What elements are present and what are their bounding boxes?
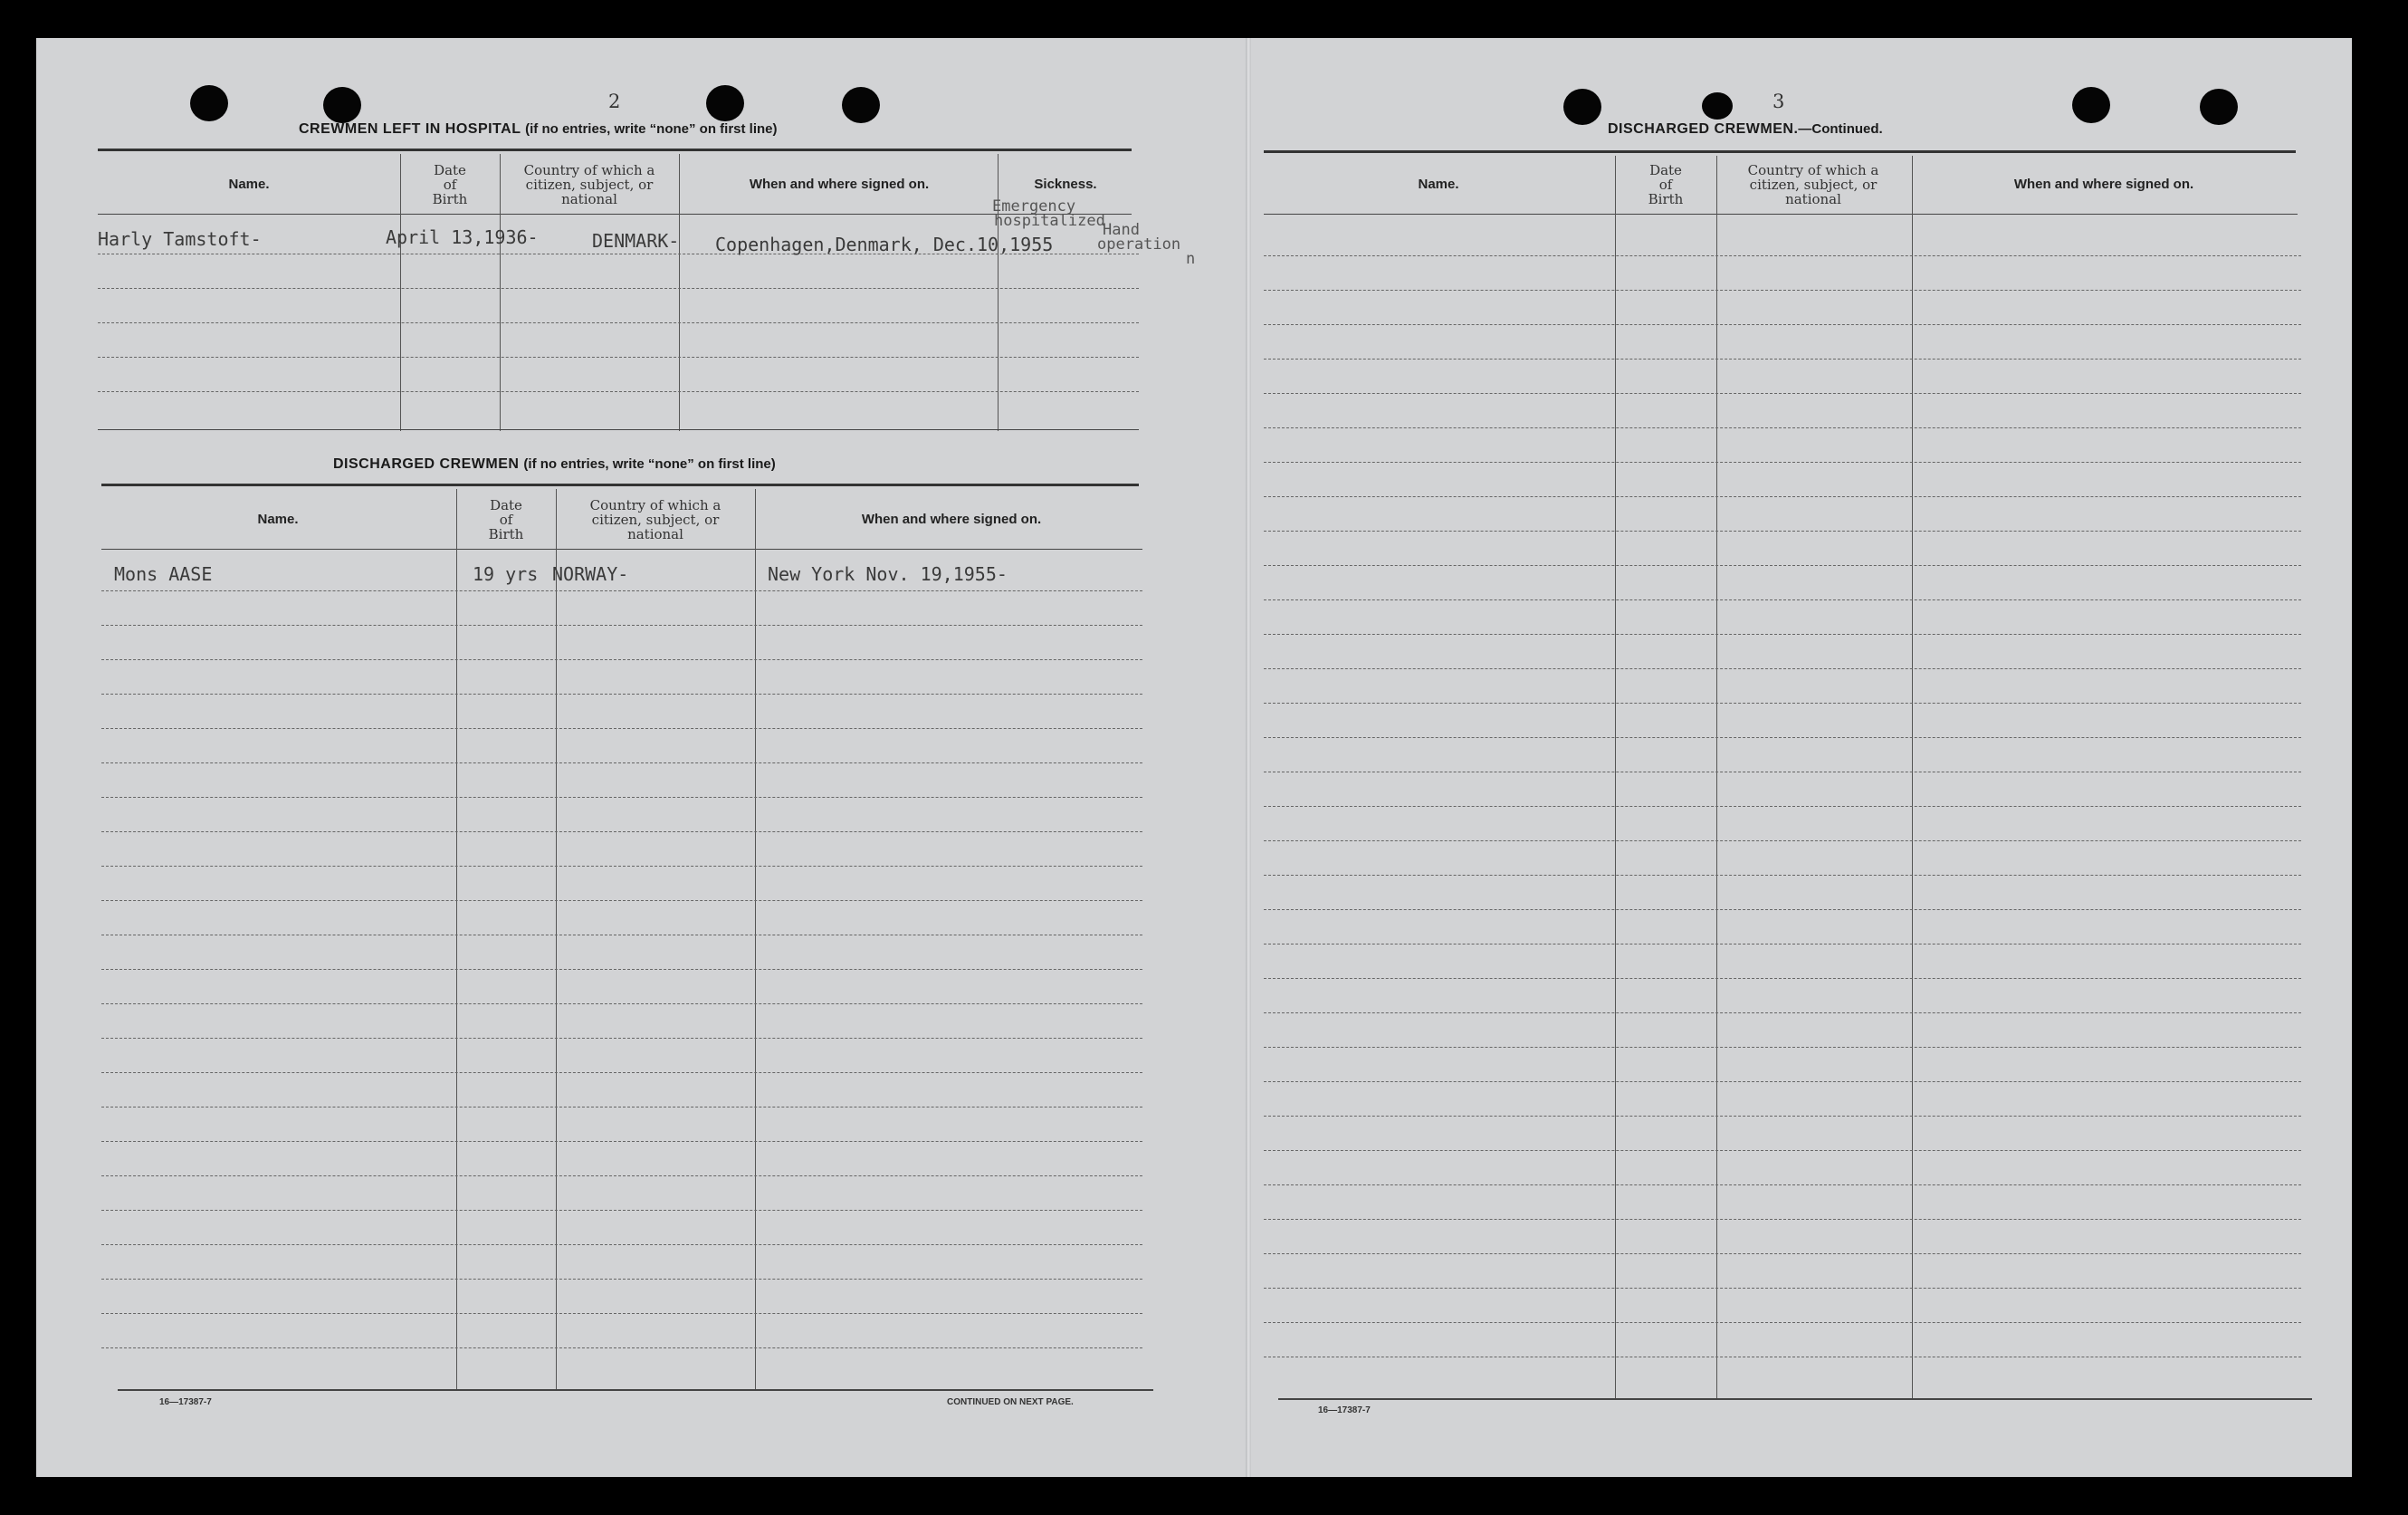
discharged-col-signed: When and where signed on.: [861, 512, 1042, 527]
discharged-row-line: [101, 866, 1142, 867]
right-row-line: [1264, 1288, 2301, 1289]
punch-hole: [323, 87, 361, 123]
hospital-entry-sickness-5: n: [1186, 250, 1196, 268]
hospital-entry-name: Harly Tamstoft-: [98, 228, 262, 250]
right-title: DISCHARGED CREWMEN.: [1608, 121, 1799, 137]
hospital-section-title: [299, 121, 778, 138]
right-row-line: [1264, 806, 2301, 807]
right-row-line: [1264, 496, 2301, 497]
right-row-line: [1264, 978, 2301, 979]
hospital-col-divider: [500, 154, 501, 431]
discharged-col-country: Country of which a citizen, subject, or national: [589, 497, 721, 542]
right-row-line: [1264, 1253, 2301, 1254]
right-row-line: [1264, 462, 2301, 463]
right-header-rule: [1264, 214, 2298, 215]
page-number: 2: [608, 91, 621, 112]
hospital-bottom-rule: [98, 429, 1139, 430]
right-page: [1249, 38, 2352, 1477]
hospital-title: CREWMEN LEFT IN HOSPITAL: [299, 121, 521, 137]
hospital-top-rule: [98, 149, 1132, 151]
right-col-name: Name.: [1418, 177, 1459, 192]
right-row-line: [1264, 668, 2301, 669]
right-row-line: [1264, 1081, 2301, 1082]
discharged-row-line: [101, 1003, 1142, 1004]
right-row-line: [1264, 703, 2301, 704]
right-bottom-rule: [1278, 1398, 2312, 1400]
hospital-col-divider: [400, 154, 401, 431]
discharged-row-line: [101, 1141, 1142, 1142]
page-fold: [1246, 38, 1251, 1477]
right-col-country: Country of which a citizen, subject, or national: [1747, 162, 1879, 207]
right-top-rule: [1264, 150, 2296, 153]
left-bottom-rule: [118, 1389, 1153, 1391]
right-col-signed: When and where signed on.: [2013, 177, 2194, 192]
hospital-entry-sickness-1: Emergency: [992, 197, 1076, 216]
discharged-row-line: [101, 625, 1142, 626]
right-title-suffix: —Continued.: [1798, 121, 1883, 137]
hospital-entry-sickness-4: operation: [1097, 235, 1181, 254]
discharged-row-line: [101, 1072, 1142, 1073]
hospital-row-line: [98, 288, 1139, 289]
discharged-row-line: [101, 1210, 1142, 1211]
right-row-line: [1264, 359, 2301, 360]
left-form-number: 16—17387-7: [159, 1397, 212, 1407]
right-row-line: [1264, 840, 2301, 841]
right-row-line: [1264, 1116, 2301, 1117]
discharged-row-line: [101, 659, 1142, 660]
discharged-entry-dob: 19 yrs: [473, 563, 539, 585]
discharged-entry-name: Mons AASE: [114, 563, 213, 585]
hospital-row-line: [98, 357, 1139, 358]
hospital-col-sickness: Sickness.: [1034, 177, 1097, 192]
discharged-row-line: [101, 831, 1142, 832]
hospital-row-line: [98, 322, 1139, 323]
discharged-row-line: [101, 1347, 1142, 1348]
discharged-row-line: [101, 694, 1142, 695]
right-row-line: [1264, 909, 2301, 910]
right-row-line: [1264, 1184, 2301, 1185]
right-row-line: [1264, 634, 2301, 635]
right-row-line: [1264, 255, 2301, 256]
punch-hole: [2072, 87, 2110, 123]
right-form-number: 16—17387-7: [1318, 1405, 1371, 1415]
hospital-entry-dob: April 13,1936-: [386, 226, 539, 248]
discharged-col-name: Name.: [257, 512, 299, 527]
right-row-line: [1264, 875, 2301, 876]
hospital-col-divider: [998, 154, 999, 431]
discharged-row-line: [101, 590, 1142, 591]
right-row-line: [1264, 1219, 2301, 1220]
discharged-row-line: [101, 1175, 1142, 1176]
discharged-row-line: [101, 1313, 1142, 1314]
discharged-row-line: [101, 762, 1142, 763]
hospital-entry-signed: Copenhagen,Denmark, Dec.10,1955: [715, 234, 1054, 255]
right-row-line: [1264, 1012, 2301, 1013]
hospital-entry-sickness-3: Hand: [1103, 221, 1140, 239]
right-row-line: [1264, 393, 2301, 394]
punch-hole: [2200, 89, 2238, 125]
hospital-col-divider: [679, 154, 680, 431]
hospital-entry-country: DENMARK-: [592, 230, 680, 252]
discharged-row-line: [101, 797, 1142, 798]
page-number: 3: [1773, 91, 1785, 112]
right-row-line: [1264, 1150, 2301, 1151]
hospital-col-dob: Date of Birth: [432, 162, 468, 207]
right-section-title: [1608, 121, 1883, 138]
punch-hole: [1563, 89, 1601, 125]
discharged-top-rule: [101, 484, 1139, 486]
punch-hole: [190, 85, 228, 121]
hospital-subtitle: (if no entries, write “none” on first line): [525, 121, 778, 137]
discharged-entry-country: NORWAY-: [552, 563, 629, 585]
discharged-section-title: [333, 456, 776, 473]
discharged-entry-signed: New York Nov. 19,1955-: [768, 563, 1008, 585]
discharged-row-line: [101, 900, 1142, 901]
punch-hole: [842, 87, 880, 123]
right-col-divider: [1716, 156, 1717, 1398]
discharged-title: DISCHARGED CREWMEN: [333, 456, 520, 472]
discharged-header-rule: [101, 549, 1142, 550]
punch-hole: [706, 85, 744, 121]
hospital-col-name: Name.: [228, 177, 270, 192]
right-col-divider: [1912, 156, 1913, 1398]
discharged-col-dob: Date of Birth: [488, 497, 524, 542]
hospital-col-signed: When and where signed on.: [749, 177, 930, 192]
hospital-header-rule: [98, 214, 1132, 215]
hospital-row-line: [98, 391, 1139, 392]
right-row-line: [1264, 1322, 2301, 1323]
right-row-line: [1264, 737, 2301, 738]
discharged-row-line: [101, 1279, 1142, 1280]
discharged-subtitle: (if no entries, write “none” on first line): [523, 456, 776, 472]
right-row-line: [1264, 427, 2301, 428]
discharged-row-line: [101, 969, 1142, 970]
right-col-divider: [1615, 156, 1616, 1398]
hospital-col-country: Country of which a citizen, subject, or national: [523, 162, 655, 207]
right-row-line: [1264, 324, 2301, 325]
right-row-line: [1264, 599, 2301, 600]
discharged-row-line: [101, 1244, 1142, 1245]
discharged-row-line: [101, 728, 1142, 729]
discharged-row-line: [101, 1038, 1142, 1039]
right-row-line: [1264, 565, 2301, 566]
hospital-entry-sickness-2: hospitalized: [994, 212, 1105, 230]
punch-hole: [1702, 92, 1733, 120]
right-col-dob: Date of Birth: [1648, 162, 1684, 207]
continued-note: CONTINUED ON NEXT PAGE.: [947, 1397, 1074, 1407]
right-row-line: [1264, 290, 2301, 291]
right-row-line: [1264, 531, 2301, 532]
right-row-line: [1264, 1047, 2301, 1048]
